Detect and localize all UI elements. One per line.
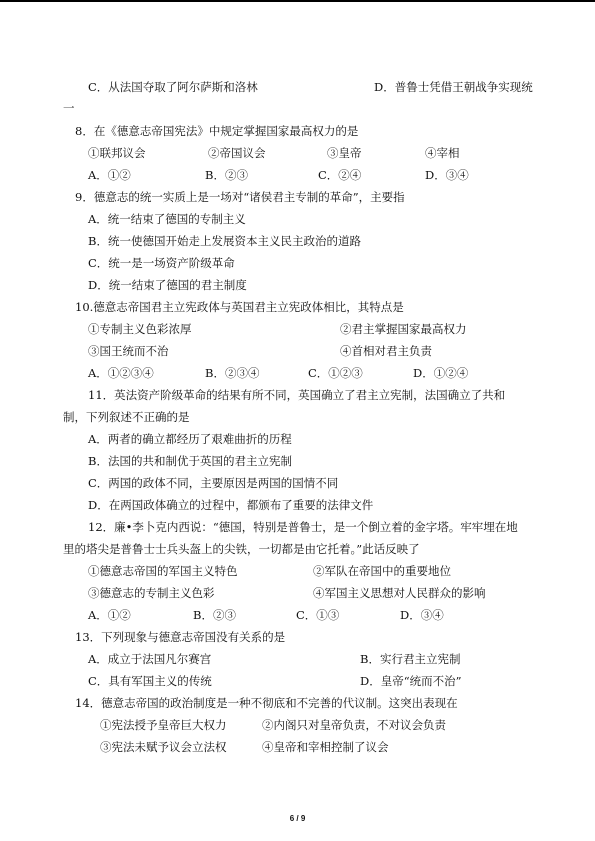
q7-option-d: D．普鲁士凭借王朝战争实现统 [374, 80, 533, 94]
q7-option-d-continuation: 一 [63, 101, 75, 115]
q8-stem: 8．在《德意志帝国宪法》中规定掌握国家最高权力的是 [75, 124, 359, 138]
q12-item-1: ①德意志帝国的军国主义特色 [88, 564, 238, 578]
q11-option-c: C．两国的政体不同，主要原因是两国的国情不同 [88, 476, 339, 490]
q13-option-a: A．成立于法国凡尔赛宫 [88, 652, 212, 666]
q11-option-a: A．两者的确立都经历了艰难曲折的历程 [88, 432, 292, 446]
q12-stem-line-1: 12．廉•李卜克内西说：“德国，特别是普鲁士，是一个倒立着的金字塔。牢牢埋在地 [88, 520, 518, 534]
q10-option-d: D．①②④ [413, 366, 469, 380]
q13-option-b: B．实行君主立宪制 [360, 652, 461, 666]
top-border-line [0, 0, 595, 2]
q7-option-c: C．从法国夺取了阿尔萨斯和洛林 [88, 80, 258, 94]
q12-option-a: A．①② [88, 608, 131, 622]
q14-item-3: ③宪法未赋予议会立法权 [100, 740, 227, 754]
q8-option-a: A．①② [88, 168, 131, 182]
q10-item-2: ②君主掌握国家最高权力 [340, 322, 467, 336]
q10-item-3: ③国王统而不治 [88, 344, 169, 358]
q11-option-b: B．法国的共和制优于英国的君主立宪制 [88, 454, 292, 468]
q9-option-b: B．统一使德国开始走上发展资本主义民主政治的道路 [88, 234, 361, 248]
q9-option-a: A．统一结束了德国的专制主义 [88, 212, 246, 226]
q14-item-4: ④皇帝和宰相控制了议会 [262, 740, 389, 754]
q12-option-b: B．②③ [193, 608, 236, 622]
q10-option-b: B．②③④ [205, 366, 260, 380]
q9-option-d: D．统一结束了德国的君主制度 [88, 278, 247, 292]
q10-item-4: ④首相对君主负责 [340, 344, 432, 358]
q9-option-c: C．统一是一场资产阶级革命 [88, 256, 235, 270]
q8-option-c: C．②④ [318, 168, 362, 182]
q13-option-d: D．皇帝“统而不治” [360, 674, 462, 688]
q12-item-3: ③德意志的专制主义色彩 [88, 586, 215, 600]
q12-item-2: ②军队在帝国中的重要地位 [313, 564, 451, 578]
q8-item-3: ③皇帝 [327, 146, 362, 160]
q10-stem: 10.德意志帝国君主立宪政体与英国君主立宪政体相比，其特点是 [75, 300, 404, 314]
q11-stem-line-1: 11．英法资产阶级革命的结果有所不同，英国确立了君主立宪制，法国确立了共和 [88, 388, 506, 402]
q8-option-b: B．②③ [205, 168, 248, 182]
q14-item-1: ①宪法授予皇帝巨大权力 [100, 718, 227, 732]
q12-option-d: D．③④ [400, 608, 444, 622]
q10-option-a: A．①②③④ [88, 366, 154, 380]
q14-item-2: ②内阁只对皇帝负责，不对议会负责 [262, 718, 446, 732]
q14-stem: 14．德意志帝国的政治制度是一种不彻底和不完善的代议制。这突出表现在 [75, 696, 458, 710]
q13-stem: 13．下列现象与德意志帝国没有关系的是 [75, 630, 286, 644]
q9-stem: 9．德意志的统一实质上是一场对“诸侯君主专制的革命”，主要指 [75, 190, 405, 204]
q13-option-c: C．具有军国主义的传统 [88, 674, 212, 688]
q12-item-4: ④军国主义思想对人民群众的影响 [313, 586, 486, 600]
q11-option-d: D．在两国政体确立的过程中，都颁布了重要的法律文件 [88, 498, 374, 512]
page-number: 6 / 9 [289, 814, 306, 823]
q8-item-2: ②帝国议会 [208, 146, 266, 160]
q8-item-1: ①联邦议会 [88, 146, 146, 160]
q12-stem-line-2: 里的塔尖是普鲁士士兵头盔上的尖铁，一切都是由它托着。”此话反映了 [63, 542, 420, 556]
q10-item-1: ①专制主义色彩浓厚 [88, 322, 192, 336]
q8-option-d: D．③④ [425, 168, 469, 182]
q11-stem-line-2: 制，下列叙述不正确的是 [63, 410, 190, 424]
q12-option-c: C．①③ [296, 608, 340, 622]
q10-option-c: C．①②③ [308, 366, 363, 380]
q8-item-4: ④宰相 [425, 146, 460, 160]
